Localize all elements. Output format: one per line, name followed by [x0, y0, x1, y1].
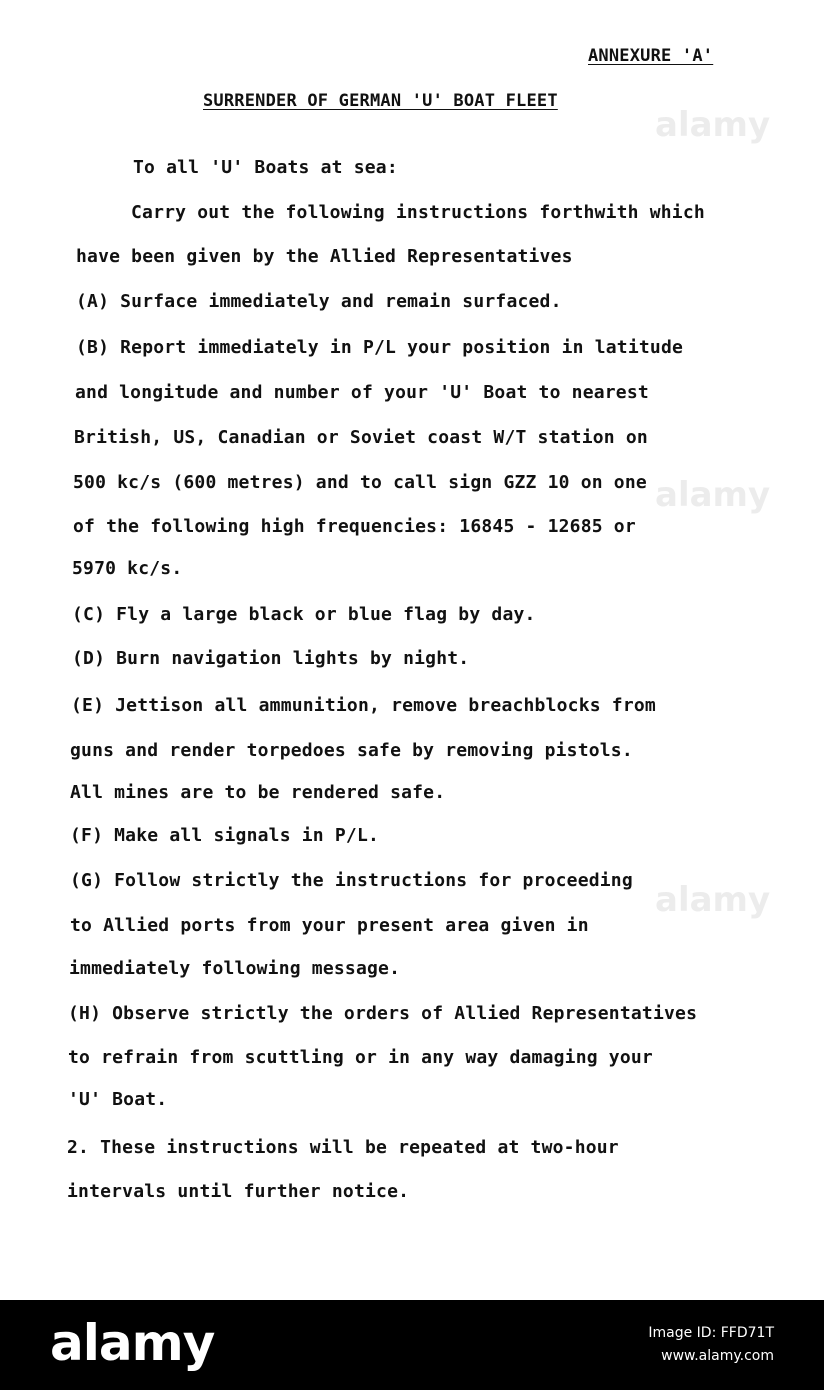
annexure-label: ANNEXURE 'A' [588, 46, 714, 66]
site-url: www.alamy.com [661, 1348, 774, 1364]
body-line: and longitude and number of your 'U' Boat to nearest [75, 382, 649, 403]
watermark: alamy [655, 105, 771, 145]
body-line: (A) Surface immediately and remain surfaced. [76, 291, 562, 312]
footer-meta [648, 1322, 774, 1368]
alamy-logo: alamy [50, 1314, 215, 1372]
watermark: alamy [655, 880, 771, 920]
body-line: Carry out the following instructions forthwith which [131, 202, 705, 223]
body-line: intervals until further notice. [67, 1181, 410, 1202]
body-line: 'U' Boat. [68, 1089, 168, 1110]
body-line: (B) Report immediately in P/L your position in latitude [76, 337, 684, 358]
body-line: guns and render torpedoes safe by removing pistols. [70, 740, 633, 761]
body-line: 2. These instructions will be repeated at two-hour [67, 1137, 619, 1158]
image-id: Image ID: FFD71T [648, 1325, 774, 1341]
stock-footer-bar [0, 1300, 824, 1390]
body-line: (C) Fly a large black or blue flag by day. [72, 604, 536, 625]
body-line: (F) Make all signals in P/L. [70, 825, 380, 846]
body-line: immediately following message. [69, 958, 401, 979]
body-line: (D) Burn navigation lights by night. [72, 648, 470, 669]
body-line: to refrain from scuttling or in any way damaging your [68, 1047, 653, 1068]
body-line: have been given by the Allied Representatives [76, 246, 573, 267]
body-line: 500 kc/s (600 metres) and to call sign GZZ 10 on one [73, 472, 647, 493]
body-line: (E) Jettison all ammunition, remove breachblocks from [71, 695, 656, 716]
body-line: to Allied ports from your present area given in [70, 915, 589, 936]
body-line: British, US, Canadian or Soviet coast W/T station on [74, 427, 648, 448]
body-line: To all 'U' Boats at sea: [133, 157, 398, 178]
body-line: All mines are to be rendered safe. [70, 782, 446, 803]
body-line: (G) Follow strictly the instructions for proceeding [70, 870, 633, 891]
body-line: of the following high frequencies: 16845 - 12685 or [73, 516, 636, 537]
watermark: alamy [655, 475, 771, 515]
body-line: (H) Observe strictly the orders of Allied Representatives [68, 1003, 698, 1024]
document-title: SURRENDER OF GERMAN 'U' BOAT FLEET [203, 91, 558, 111]
body-line: 5970 kc/s. [72, 558, 183, 579]
